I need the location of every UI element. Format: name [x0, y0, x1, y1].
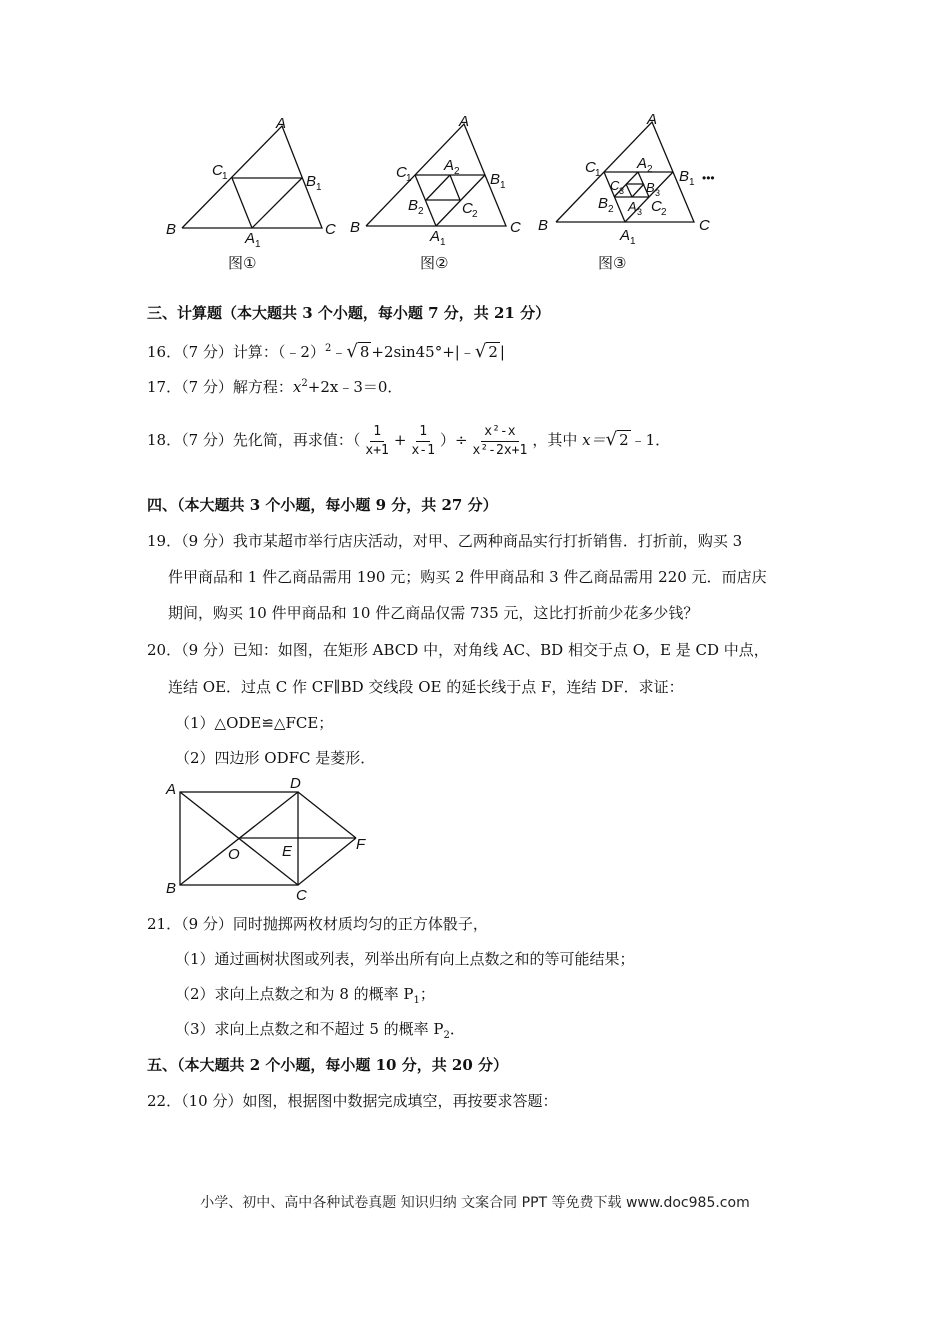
label-B1: B	[306, 173, 317, 190]
svg-text:2: 2	[472, 209, 478, 220]
label-E: E	[282, 843, 293, 860]
question-19-line-3: 期间，购买 10 件甲商品和 10 件乙商品仅需 735 元，这比打折前少花多少钱？	[168, 604, 699, 622]
label-C: C	[699, 217, 710, 234]
svg-text:3: 3	[637, 207, 643, 217]
label-C: C	[510, 219, 521, 236]
question-20-line-2: 连结 OE．过点 C 作 CF∥BD 交线段 OE 的延长线于点 F，连结 DF．求证：	[168, 678, 684, 696]
label-A1: A	[620, 227, 631, 244]
label-C: C	[296, 887, 307, 904]
figure-2	[346, 110, 536, 280]
svg-text:2: 2	[608, 204, 614, 215]
label-O: O	[228, 846, 240, 863]
question-19-line-1: 19．（9 分）我市某超市举行店庆活动，对甲、乙两种商品实行打折销售．打折前，购买 3	[147, 532, 743, 550]
question-22-line-1: 22．（10 分）如图，根据图中数据完成填空，再按要求答题：	[147, 1092, 558, 1110]
ellipsis: •••	[702, 171, 715, 185]
svg-text:1: 1	[406, 173, 412, 184]
label-C1: C	[585, 159, 596, 176]
label-D: D	[290, 775, 301, 792]
svg-text:2: 2	[661, 207, 667, 218]
sqrt-8: √ 8	[346, 341, 370, 362]
svg-text:1: 1	[222, 171, 228, 182]
svg-text:1: 1	[316, 182, 322, 193]
label-B1: B	[490, 171, 501, 188]
section-3-title: 三、计算题（本大题共 3 个小题，每小题 7 分，共 21 分）	[147, 304, 551, 322]
label-B: B	[350, 219, 361, 236]
fraction-1: $\frac{1}{x+1}$	[365, 423, 389, 458]
label-C1: C	[212, 162, 223, 179]
figure-rectangle-svg	[160, 772, 380, 902]
label-A3: A	[628, 199, 637, 214]
question-20-part-2: （2）四边形 ODFC 是菱形．	[175, 749, 376, 767]
svg-text:1: 1	[630, 236, 636, 247]
label-A: A	[647, 111, 658, 128]
svg-text:3: 3	[619, 186, 625, 196]
figure-1-svg	[160, 110, 340, 280]
question-18: 18．（7 分）先化简，再求值：（ $\frac{1}{x+1}$ + $\frac{1}{x-1}$ ）÷ $\frac{\text{x²-x}}{\text{x²-2x+1}}$ ，其中 x＝ √ 2 ﹣1．	[147, 423, 671, 458]
label-C2: C	[462, 200, 473, 217]
label-C2: C	[651, 198, 662, 215]
question-19-line-2: 件甲商品和 1 件乙商品需用 190 元；购买 2 件甲商品和 3 件乙商品需用 220 元．而店庆	[168, 568, 767, 586]
question-20-line-1: 20．（9 分）已知：如图，在矩形 ABCD 中，对角线 AC、BD 相交于点 O，E 是 CD 中点，	[147, 641, 769, 659]
fraction-2: $\frac{1}{x-1}$	[411, 423, 435, 458]
label-B: B	[166, 221, 177, 238]
fraction-3: $\frac{\text{x²-x}}{\text{x²-2x+1}}$	[472, 423, 528, 458]
label-B: B	[166, 880, 177, 897]
figure-rectangle-abcd	[160, 772, 380, 902]
question-21-line-1: 21．（9 分）同时抛掷两枚材质均匀的正方体骰子，	[147, 915, 488, 933]
svg-text:2: 2	[454, 166, 460, 177]
question-21-part-2: （2）求向上点数之和为 8 的概率 $P_1$；	[175, 985, 435, 1006]
label-A: A	[166, 781, 177, 798]
svg-text:3: 3	[655, 188, 661, 198]
svg-text:1: 1	[500, 180, 506, 191]
figure-3	[536, 110, 736, 280]
label-C3: C	[610, 178, 620, 193]
section-5-title: 五、（本大题共 2 个小题，每小题 10 分，共 20 分）	[147, 1056, 509, 1074]
label-B3: B	[646, 180, 655, 195]
label-B: B	[538, 217, 549, 234]
sqrt-2: √ 2	[474, 341, 498, 362]
label-C: C	[325, 221, 336, 238]
question-20-part-1: （1）△ODE≌△FCE；	[175, 714, 334, 732]
label-B1: B	[679, 168, 690, 185]
section-4-title: 四、（本大题共 3 个小题，每小题 9 分，共 27 分）	[147, 496, 498, 514]
label-B2: B	[408, 197, 419, 214]
question-21-part-3: （3）求向上点数之和不超过 5 的概率 $P_2$．	[175, 1020, 465, 1041]
svg-text:1: 1	[595, 168, 601, 179]
label-A2: A	[637, 155, 648, 172]
svg-text:1: 1	[440, 237, 446, 248]
footer-text: 小学、初中、高中各种试卷真题 知识归纳 文案合同 PPT 等免费下载 www.doc985.com	[200, 1195, 750, 1211]
label-A: A	[459, 113, 470, 130]
question-17: 17．（7 分）解方程：$x^2+2x﹣3=0$．	[147, 378, 403, 396]
label-C1: C	[396, 164, 407, 181]
figure-3-caption: 图③	[598, 255, 627, 272]
figure-2-svg	[346, 110, 536, 280]
figure-1	[160, 110, 340, 280]
question-16: 16．（7 分）计算：（﹣2）$^2$﹣ √ 8 +2sin45°+|﹣ √ 2 |	[147, 341, 505, 362]
label-F: F	[356, 836, 366, 853]
label-A1: A	[245, 230, 256, 247]
figure-2-caption: 图②	[420, 255, 449, 272]
figure-1-caption: 图①	[228, 255, 257, 272]
svg-text:1: 1	[255, 239, 261, 250]
svg-text:2: 2	[647, 164, 653, 175]
label-A1: A	[430, 228, 441, 245]
label-A: A	[276, 115, 287, 132]
label-B2: B	[598, 195, 609, 212]
svg-text:1: 1	[689, 177, 695, 188]
figure-3-svg	[536, 110, 736, 280]
sqrt-2-b: √ 2	[605, 429, 629, 450]
label-A2: A	[444, 157, 455, 174]
question-21-part-1: （1）通过画树状图或列表，列举出所有向上点数之和的等可能结果；	[175, 950, 635, 968]
svg-text:2: 2	[418, 206, 424, 217]
